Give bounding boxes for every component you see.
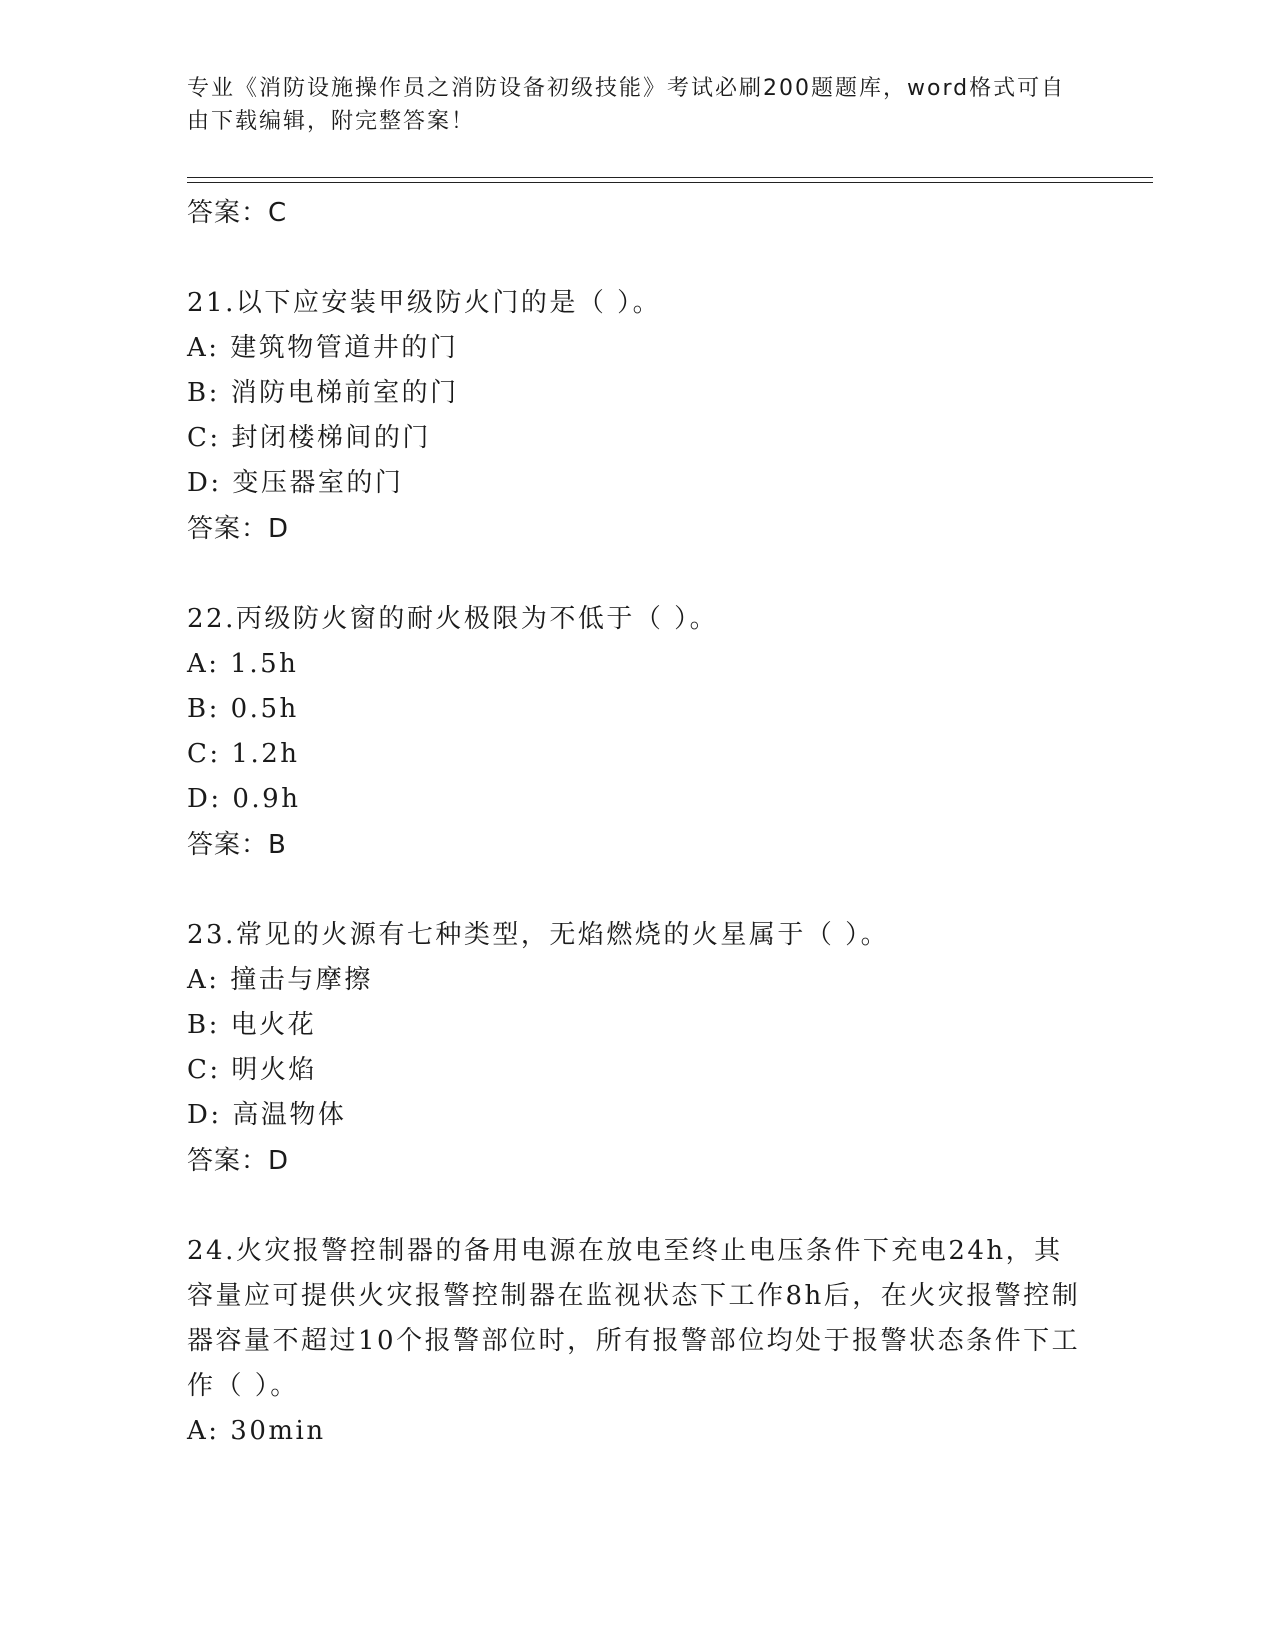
- question-list: [187, 190, 1087, 1454]
- option-d: D: 0.9h: [187, 784, 301, 814]
- option-d: D: 高温物体: [187, 1100, 347, 1130]
- option-c: C: 明火焰: [187, 1055, 317, 1085]
- question-text: 23.常见的火源有七种类型，无焰燃烧的火星属于（ ）。: [187, 920, 890, 950]
- option-d: D: 变压器室的门: [187, 468, 404, 498]
- option-b: B: 电火花: [187, 1010, 317, 1040]
- answer: 答案：D: [187, 1146, 290, 1176]
- option-a: A: 建筑物管道井的门: [187, 333, 459, 363]
- document-header: 专业《消防设施操作员之消防设备初级技能》考试必刷200题题库，word格式可自由下载编辑，附完整答案！: [187, 76, 1066, 134]
- option-c: C: 封闭楼梯间的门: [187, 423, 431, 453]
- option-b: B: 0.5h: [187, 694, 299, 724]
- option-a: A: 1.5h: [187, 649, 299, 679]
- previous-answer: 答案：C: [187, 198, 288, 228]
- option-b: B: 消防电梯前室的门: [187, 378, 459, 408]
- answer: 答案：B: [187, 830, 287, 860]
- option-c: C: 1.2h: [187, 739, 300, 769]
- option-a: A: 30min: [187, 1416, 326, 1446]
- question-text: 21.以下应安装甲级防火门的是（ ）。: [187, 288, 662, 318]
- header-rule-bottom: [187, 182, 1153, 183]
- question-text: 24.火灾报警控制器的备用电源在放电至终止电压条件下充电24h，其容量应可提供火灾报警控制器在监视状态下工作8h后，在火灾报警控制器容量不超过10个报警部位时，所有报警部位均处于报警状态条件下工作（ ）。: [187, 1236, 1081, 1401]
- option-a: A: 撞击与摩擦: [187, 965, 373, 995]
- question-text: 22.丙级防火窗的耐火极限为不低于（ ）。: [187, 604, 719, 634]
- question-23: [187, 913, 1087, 1184]
- header-rule-top: [187, 177, 1153, 178]
- question-22: [187, 597, 1087, 868]
- question-24: [187, 1229, 1087, 1454]
- question-21: [187, 281, 1087, 552]
- answer: 答案：D: [187, 514, 290, 544]
